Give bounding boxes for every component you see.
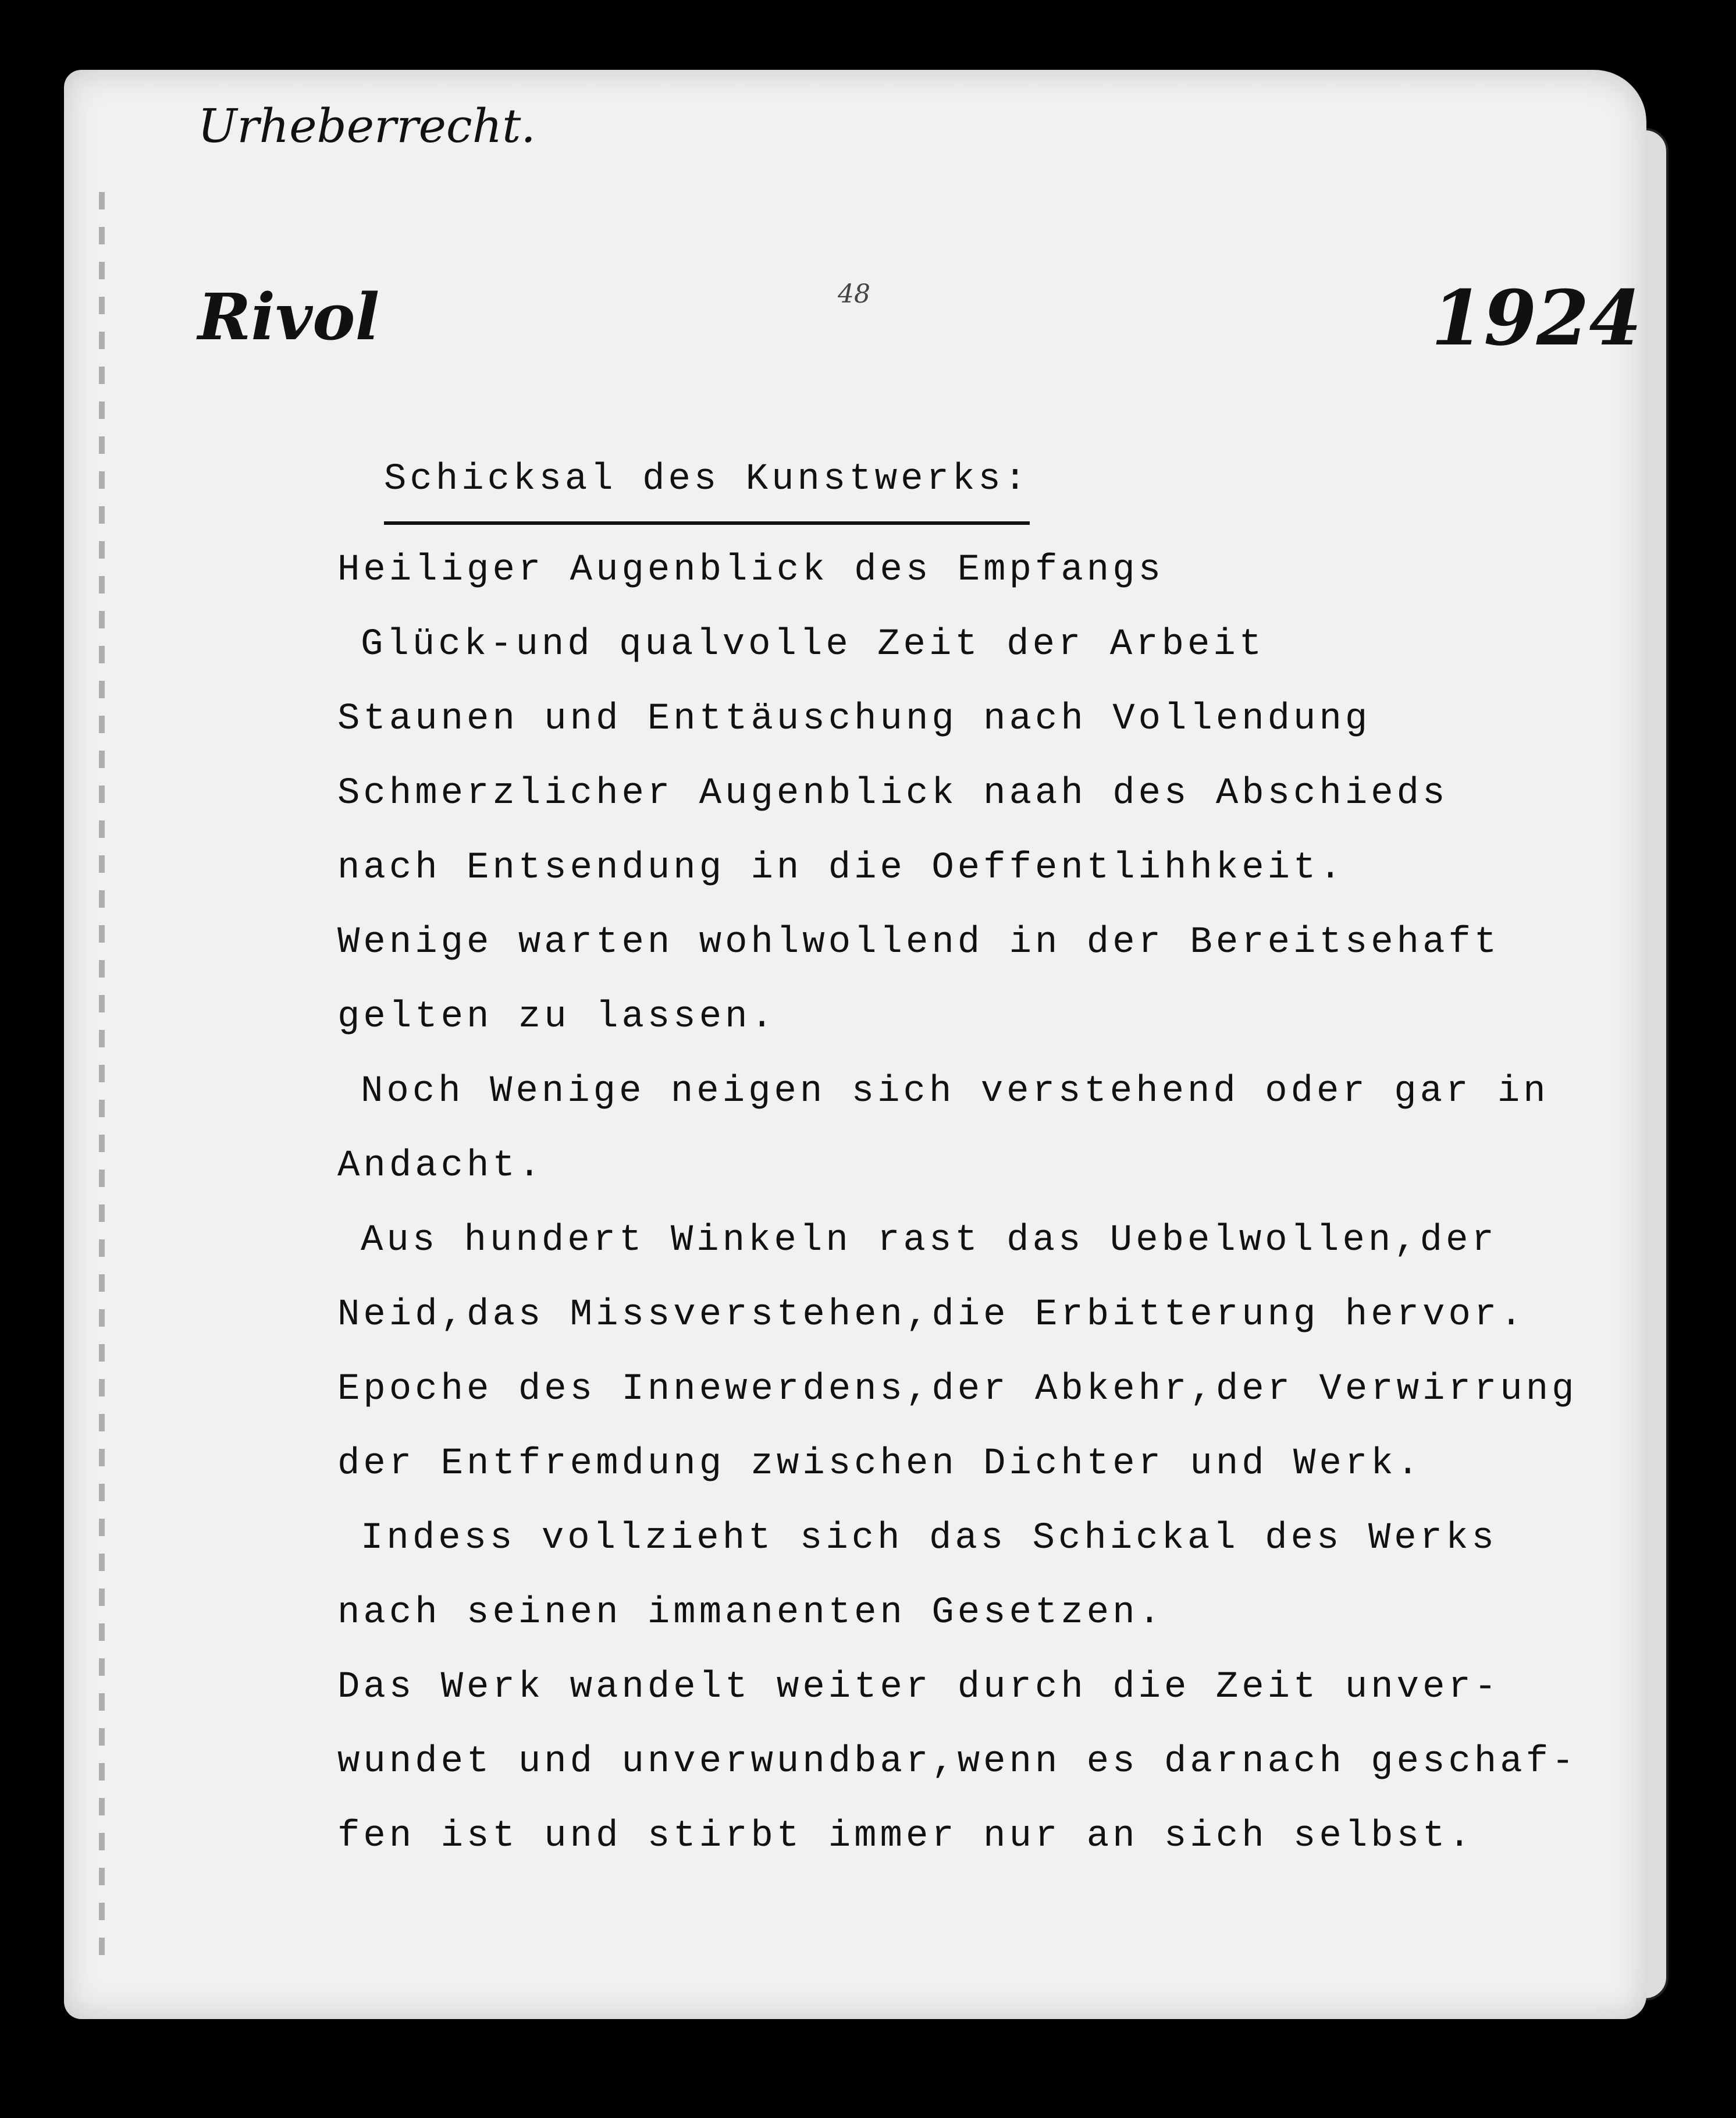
text-line: Epoche des Innewerdens,der Abkehr,der Verwirrung <box>337 1369 1578 1410</box>
text-line: Staunen und Enttäuschung nach Vollendung <box>337 698 1371 740</box>
text-line: wundet und unverwundbar,wenn es darnach geschaf- <box>337 1741 1578 1783</box>
text-line: Glück-und qualvolle Zeit der Arbeit <box>361 624 1265 666</box>
page-edge-marks <box>99 192 105 1967</box>
handwritten-note-top: Urheberrecht. <box>198 99 536 153</box>
typewritten-text <box>337 442 1594 1874</box>
text-line: Heiliger Augenblick des Empfangs <box>337 549 1164 591</box>
text-line: Aus hundert Winkeln rast das Uebelwollen,der <box>361 1220 1497 1261</box>
text-line: Wenige warten wohlwollend in der Bereitsehaft <box>337 922 1500 964</box>
text-line: Indess vollzieht sich das Schickal des Werks <box>361 1518 1497 1559</box>
text-line: gelten zu lassen. <box>337 996 777 1038</box>
document-title: Schicksal des Kunstwerks: <box>384 442 1030 525</box>
text-line: Neid,das Missverstehen,die Erbitterung hervor. <box>337 1294 1526 1336</box>
text-line: fen ist und stirbt immer nur an sich selbst. <box>337 1815 1474 1857</box>
handwritten-note-left: Rivol <box>198 279 380 354</box>
text-line: Andacht. <box>337 1145 545 1187</box>
text-line: Noch Wenige neigen sich verstehend oder gar in <box>361 1071 1549 1113</box>
text-line: Das Werk wandelt weiter durch die Zeit unver- <box>337 1666 1500 1708</box>
text-line: nach Entsendung in die Oeffentlihhkeit. <box>337 847 1345 889</box>
page-number-mark: 48 <box>838 279 870 309</box>
text-line: nach seinen immanenten Gesetzen. <box>337 1592 1164 1634</box>
text-line: der Entfremdung zwischen Dichter und Werk. <box>337 1443 1423 1485</box>
text-line: Schmerzlicher Augenblick naah des Abschieds <box>337 773 1449 815</box>
handwritten-year: 1924 <box>1431 273 1642 363</box>
